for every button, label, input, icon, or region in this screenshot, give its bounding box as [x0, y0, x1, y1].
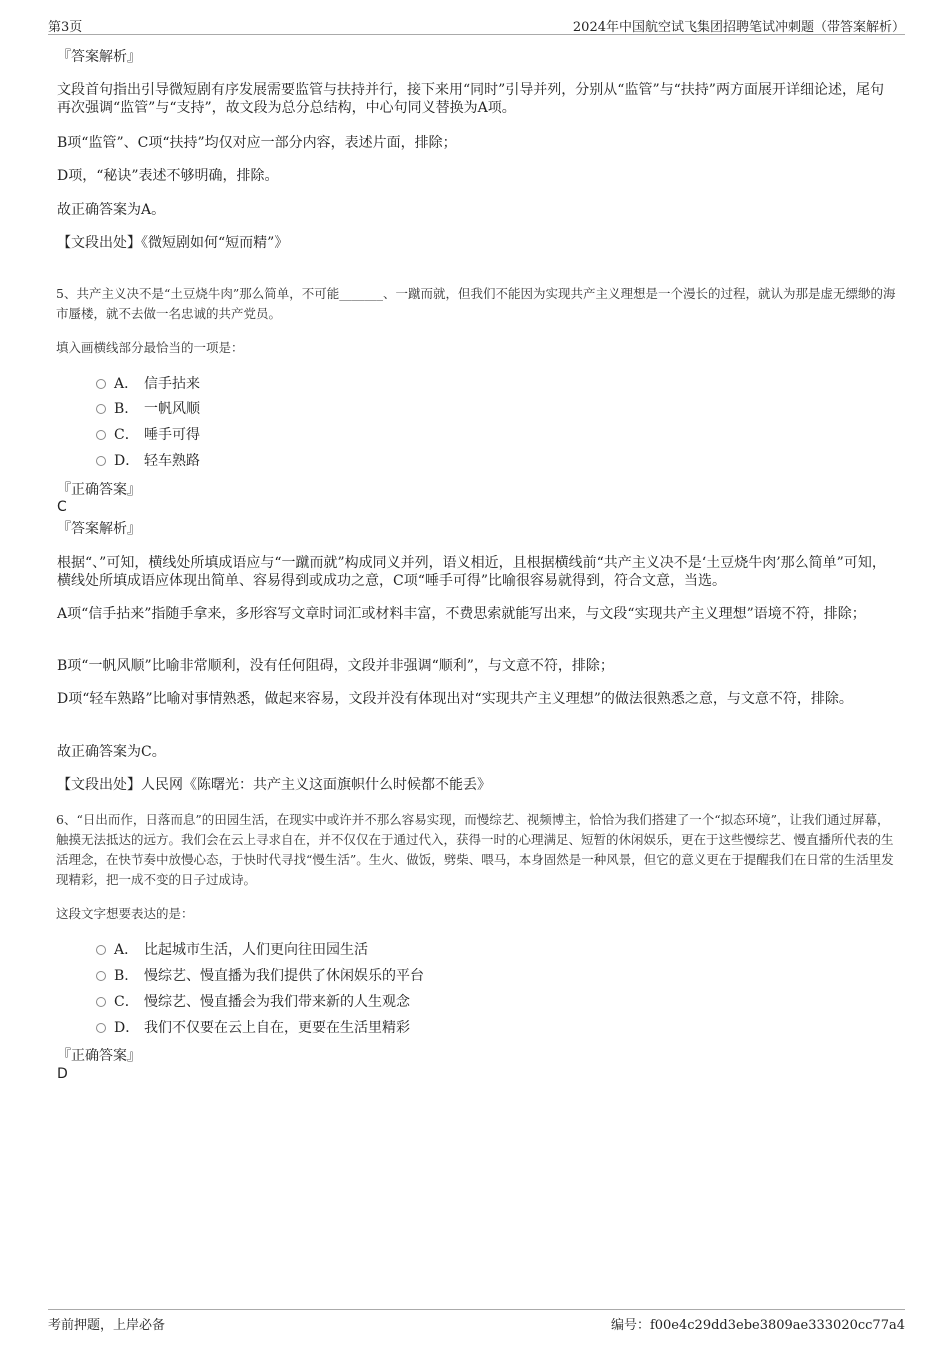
q5-source: 【文段出处】人民网《陈曙光：共产主义这面旗帜什么时候都不能丢》 [57, 777, 491, 793]
q6-answer: D [57, 1066, 68, 1082]
q5-analysis-paragraph: A项“信手拈来”指随手拿来，多形容写文章时词汇或材料丰富，不费思索就能写出来，与文段“实现共产主义理想”语境不符，排除； [57, 606, 866, 622]
option-key: A． [114, 942, 139, 958]
document-id: 编号：f00e4c29dd3ebe3809ae333020cc77a4 [610, 1318, 905, 1333]
page-header [48, 14, 905, 35]
option-text: 慢综艺、慢直播为我们提供了休闲娱乐的平台 [144, 968, 424, 984]
q5-analysis-paragraph: D项“轻车熟路”比喻对事情熟悉，做起来容易，文段并没有体现出对“实现共产主义理想”的做法很熟悉之意，与文意不符，排除。 [57, 691, 853, 707]
option-key: C． [114, 994, 139, 1010]
q4-source: 【文段出处】《微短剧如何“短而精”》 [57, 235, 289, 251]
radio-button-icon[interactable] [96, 971, 106, 981]
document-title: 2024年中国航空试飞集团招聘笔试冲刺题（带答案解析） [572, 20, 905, 35]
footer-slogan: 考前押题，上岸必备 [48, 1318, 166, 1333]
q6-option-c[interactable] [96, 993, 410, 1011]
page-footer [48, 1309, 905, 1332]
radio-button-icon[interactable] [96, 379, 106, 389]
option-key: D． [114, 453, 140, 469]
option-text: 慢综艺、慢直播会为我们带来新的人生观念 [144, 994, 410, 1010]
option-text: 唾手可得 [144, 427, 200, 443]
q4-analysis-paragraph: D项，“秘诀”表述不够明确，排除。 [57, 168, 279, 184]
q6-answer-heading: 『正确答案』 [57, 1048, 141, 1064]
q4-analysis-paragraph: B项“监管”、C项“扶持”均仅对应一部分内容，表述片面，排除； [57, 135, 457, 151]
q5-option-a[interactable] [96, 375, 200, 393]
page-number: 第3页 [48, 20, 83, 35]
q6-option-b[interactable] [96, 967, 424, 985]
radio-button-icon[interactable] [96, 1023, 106, 1033]
q5-prompt: 填入画横线部分最恰当的一项是： [56, 340, 244, 355]
option-text: 我们不仅要在云上自在，更要在生活里精彩 [144, 1020, 410, 1036]
q5-answer-heading: 『正确答案』 [57, 482, 141, 498]
q6-prompt: 这段文字想要表达的是： [56, 906, 194, 921]
radio-button-icon[interactable] [96, 945, 106, 955]
q5-analysis-paragraph: 故正确答案为C。 [57, 744, 166, 760]
radio-button-icon[interactable] [96, 997, 106, 1007]
q4-analysis-paragraph: 故正确答案为A。 [57, 202, 166, 218]
option-text: 比起城市生活，人们更向往田园生活 [144, 942, 368, 958]
option-key: B. [114, 968, 129, 984]
q4-analysis-paragraph: 文段首句指出引导微短剧有序发展需要监管与扶持并行，接下来用“同时”引导并列，分别从“监管”与“扶持”两方面展开详细论述，尾句再次强调“监管”与“支持”，故文段为总分总结构，中心句同义替换为A项。 [57, 82, 884, 116]
radio-button-icon[interactable] [96, 404, 106, 414]
q6-option-a[interactable] [96, 941, 368, 959]
option-key: A． [114, 376, 139, 392]
radio-button-icon[interactable] [96, 430, 106, 440]
q6-stem: 6、“日出而作，日落而息”的田园生活，在现实中或许并不那么容易实现，而慢综艺、视频博主，恰恰为我们搭建了一个“拟态环境”，让我们通过屏幕，触摸无法抵达的远方。我们会在云上寻求自在，并不仅仅在于通过代入，获得一时的心理满足、短暂的休闲娱乐，更在于这些慢综艺、慢直播所代表的生活理念，在快节奏中放慢心态，于快时代寻找“慢生活”。生火、做饭，劈柴、喂马，本身固然是一种风景，但它的意义更在于提醒我们在日常的生活里发现精彩，把一成不变的日子过成诗。 [56, 812, 894, 887]
option-key: C． [114, 427, 139, 443]
q5-option-c[interactable] [96, 426, 200, 444]
option-key: D． [114, 1020, 140, 1036]
q5-analysis-heading: 『答案解析』 [57, 521, 141, 537]
q4-analysis-heading: 『答案解析』 [57, 49, 141, 65]
option-text: 轻车熟路 [144, 453, 200, 469]
option-text: 一帆风顺 [144, 401, 200, 417]
radio-button-icon[interactable] [96, 456, 106, 466]
q5-answer: C [57, 499, 67, 515]
q5-analysis-paragraph: B项“一帆风顺”比喻非常顺利，没有任何阻碍，文段并非强调“顺利”，与文意不符，排除； [57, 658, 614, 674]
q5-stem: 5、共产主义决不是“土豆烧牛肉”那么简单，不可能_______、一蹴而就，但我们不能因为实现共产主义理想是一个漫长的过程，就认为那是虚无缥缈的海市蜃楼，就不去做一名忠诚的共产党员。 [56, 286, 896, 321]
option-key: B. [114, 401, 129, 417]
q6-option-d[interactable] [96, 1019, 410, 1037]
q5-option-d[interactable] [96, 452, 200, 470]
q5-analysis-paragraph: 根据“、”可知，横线处所填成语应与“一蹴而就”构成同义并列，语义相近，且根据横线前“共产主义决不是‘土豆烧牛肉’那么简单”可知，横线处所填成语应体现出简单、容易得到或成功之意，C项“唾手可得”比喻很容易就得到，符合文意，当选。 [57, 555, 886, 589]
option-text: 信手拈来 [144, 376, 200, 392]
q5-option-b[interactable] [96, 400, 200, 418]
